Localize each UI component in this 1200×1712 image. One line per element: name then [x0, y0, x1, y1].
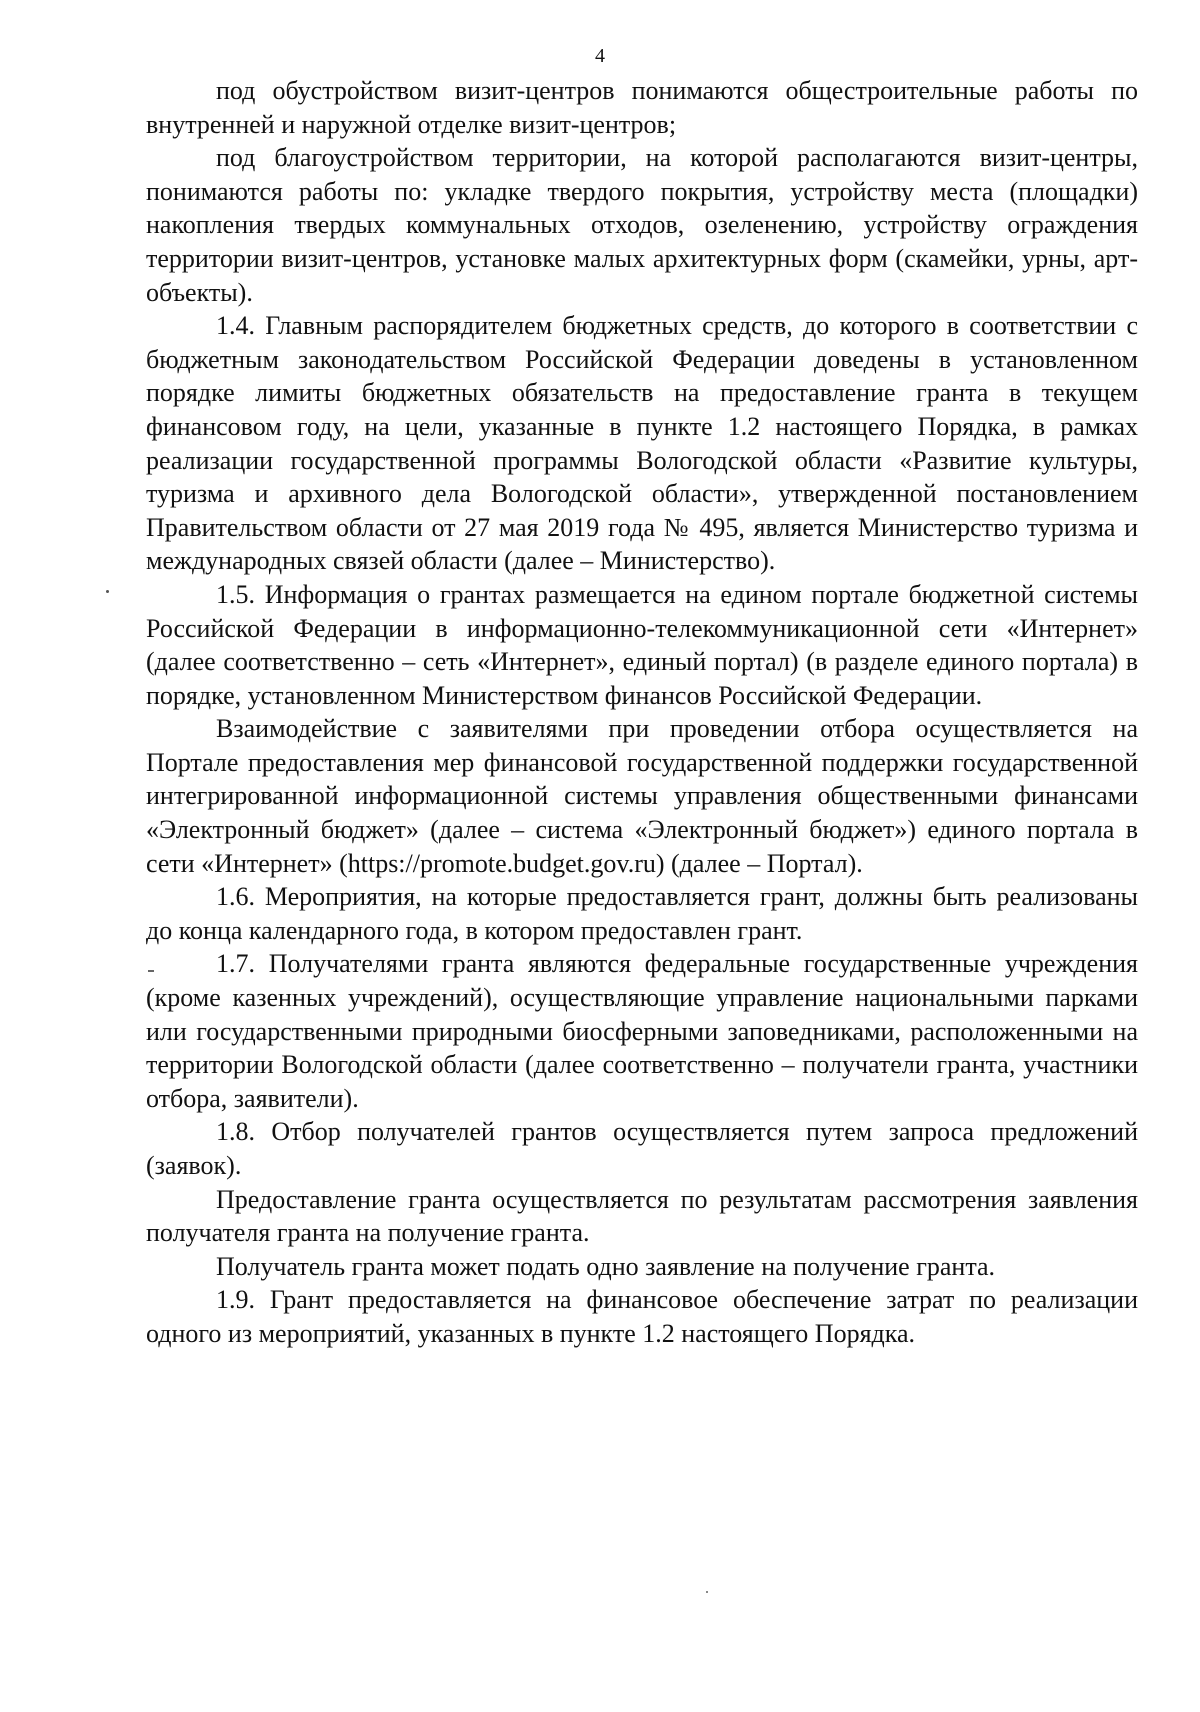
paragraph-1-8: 1.8. Отбор получателей грантов осуществляется путем запроса предложений (заявок).	[146, 1117, 1138, 1180]
page-number: 4	[595, 45, 605, 67]
scan-speck-bottom	[706, 1591, 708, 1593]
paragraph-1-4: 1.4. Главным распорядителем бюджетных средств, до которого в соответствии с бюджетным законодательством Российской Федерации доведены в установленном порядке лимиты бюджетных обязательств на предоставление гранта в текущем финансовом году, на цели, указанные в пункте 1.2 настоящего Порядка, в рамках реализации государственной программы Вологодской области «Развитие культуры, туризма и архивного дела Вологодской области», утвержденной постановлением Правительством области от 27 мая 2019 года № 495, является Министерство туризма и международных связей области (далее – Министерство).	[146, 311, 1138, 576]
paragraph-one-application: Получатель гранта может подать одно заявление на получение гранта.	[216, 1251, 996, 1281]
scan-speck	[106, 590, 109, 593]
document-body	[146, 74, 1138, 1351]
paragraph-1-6: 1.6. Мероприятия, на которые предоставляется грант, должны быть реализованы до конца календарного года, в котором предоставлен грант.	[146, 882, 1138, 945]
paragraph-construction: под обустройством визит-центров понимаются общестроительные работы по внутренней и наружной отделке визит-центров;	[146, 76, 1138, 139]
scan-dash-mark	[148, 970, 154, 972]
paragraph-1-5: 1.5. Информация о грантах размещается на едином портале бюджетной системы Российской Федерации в информационно-телекоммуникационной сети «Интернет» (далее соответственно – сеть «Интернет», единый портал) (в разделе единого портала) в порядке, установленном Министерством финансов Российской Федерации.	[146, 579, 1138, 710]
paragraph-1-7: 1.7. Получателями гранта являются федеральные государственные учреждения (кроме казенных учреждений), осуществляющие управление национальными парками или государственными природными биосферными заповедниками, расположенными на территории Вологодской области (далее соответственно – получатели гранта, участники отбора, заявители).	[146, 949, 1138, 1113]
paragraph-grant-provision: Предоставление гранта осуществляется по результатам рассмотрения заявления получателя гранта на получение гранта.	[146, 1184, 1138, 1248]
paragraph-portal: Взаимодействие с заявителями при проведении отбора осуществляется на Портале предоставления мер финансовой государственной поддержки государственной интегрированной информационной системы управления общественными финансами «Электронный бюджет» (далее – система «Электронный бюджет») единого портала в сети «Интернет» (https://promote.budget.gov.ru) (далее – Портал).	[146, 714, 1138, 878]
paragraph-1-9: 1.9. Грант предоставляется на финансовое обеспечение затрат по реализации одного из мероприятий, указанных в пункте 1.2 настоящего Порядка.	[146, 1285, 1138, 1348]
paragraph-landscaping: под благоустройством территории, на которой располагаются визит-центры, понимаются работы по: укладке твердого покрытия, устройству места (площадки) накопления твердых коммунальных отходов, озеленению, устройству ограждения территории визит-центров, установке малых архитектурных форм (скамейки, урны, арт-объекты).	[146, 143, 1138, 307]
